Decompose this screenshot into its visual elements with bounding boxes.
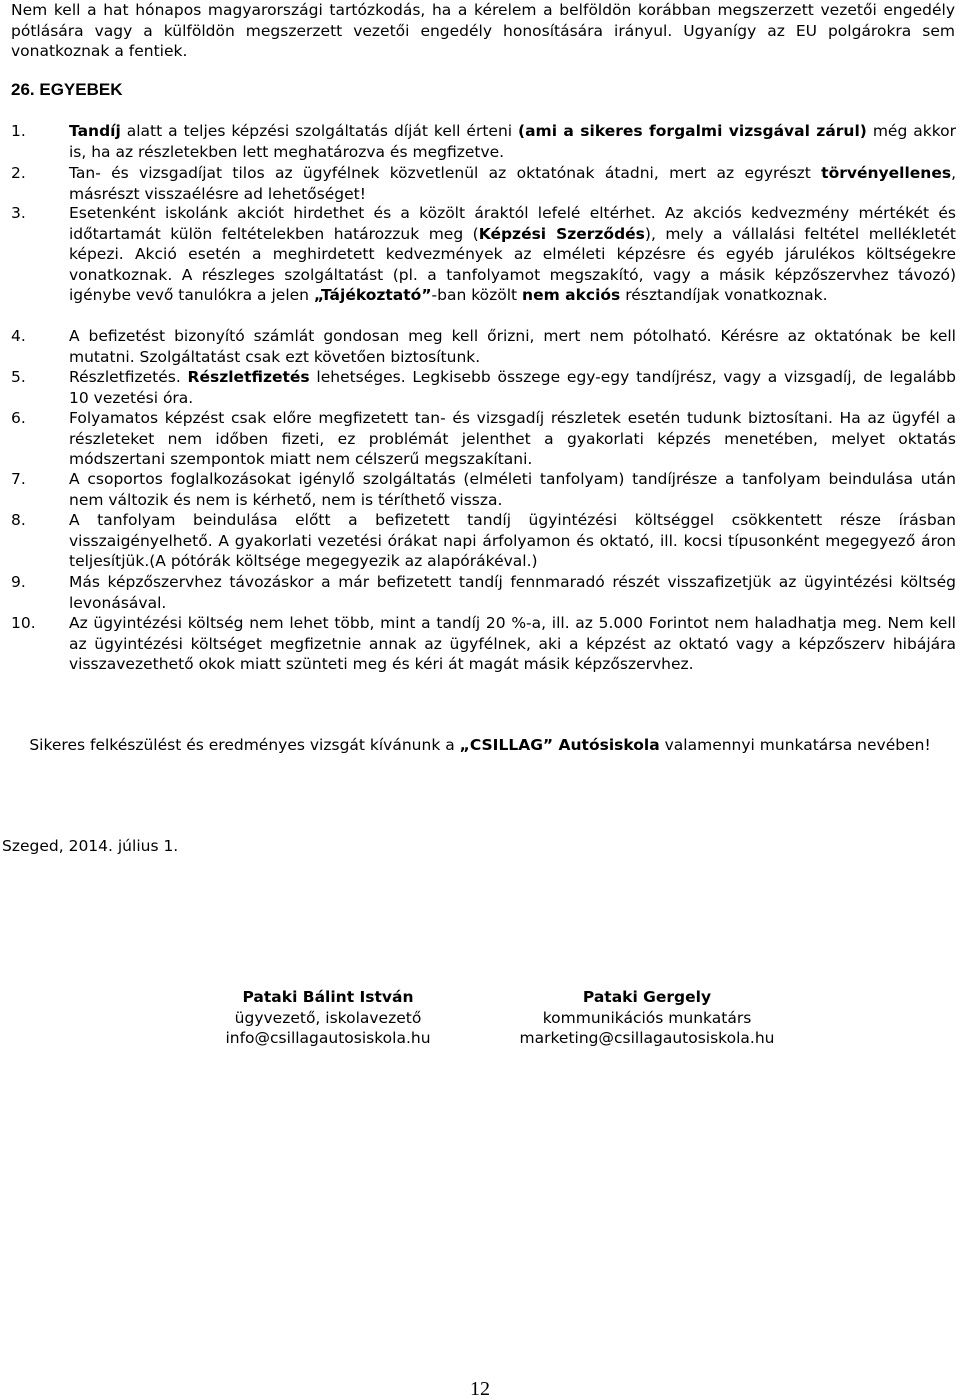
text-run: még akkor is, ha az részletekben lett meghatározva és megfizetve. [69,122,956,161]
place-and-date: Szeged, 2014. július 1. [2,837,179,855]
signatory-email: marketing@csillagautosiskola.hu [519,1029,775,1047]
text-run: lehetséges. Legkisebb összege egy-egy tandíjrész, vagy a vizsgadíj, de legalább 10 vezetési óra. [69,368,956,407]
list-item-number: 2. [11,164,26,182]
list-item-number: 9. [11,573,26,591]
list-item-number: 8. [11,511,26,529]
page-number: 12 [470,1378,490,1400]
signatory-role: ügyvezető, iskolavezető [234,1008,422,1027]
list-item-text: Más képzőszervhez távozáskor a már befizetett tandíj fennmaradó részét visszafizetjük az ügyintézési költség levonásával. [69,573,956,612]
section-heading: 26. EGYEBEK [11,80,123,99]
list-item-number: 5. [11,368,26,386]
list-item-text: A tanfolyam beindulása előtt a befizetett tandíj ügyintézési költséggel csökkentett része írásban visszaigényelhető. A gyakorlati vezetési órákat napi árfolyamon és oktató, ill. kocsi típusonként megegyező áron teljesítjük.(A pótórák költsége megegyezik az alapórákéval.) [69,511,956,570]
text-run: valamennyi munkatársa nevében! [659,736,931,754]
bold-term: (ami a sikeres forgalmi vizsgával zárul) [518,122,867,140]
list-item-number: 10. [11,614,36,632]
text-run: Részletfizetés. [69,368,188,386]
text-run: alatt a teljes képzési szolgáltatás díját kell érteni [120,122,519,140]
bold-term: Tandíj [69,122,121,140]
text-run: résztandíjak vonatkoznak. [620,286,828,304]
intro-paragraph: Nem kell a hat hónapos magyarországi tartózkodás, ha a kérelem a belföldön korábban megszerzett vezetői engedély pótlására vagy a külföldön megszerzett vezetői engedély honosítására irányul. Ugyanígy az EU polgárokra sem vonatkoznak a fentiek. [11,1,955,60]
bold-term: Képzési Szerződés [478,224,645,243]
signatory-email: info@csillagautosiskola.hu [225,1029,431,1047]
text-run: Tan- és vizsgadíjat tilos az ügyfélnek közvetlenül az oktatónak átadni, mert az egyrészt [69,164,822,182]
text-run: , másrészt visszaélésre ad lehetőséget! [69,164,956,203]
text-run: Sikeres felkészülést és eredményes vizsgát kívánunk a [29,736,460,754]
closing-wish [24,735,936,756]
list-item-number: 3. [11,204,26,222]
list-item-text: A csoportos foglalkozásokat igénylő szolgáltatás (elméleti tanfolyam) tandíjrésze a tanfolyam beindulása után nem változik és nem is kérhető, nem is téríthető vissza. [69,470,956,509]
bold-term: törvényellenes [821,164,952,182]
signature-block [500,987,794,1049]
signatory-name: Pataki Gergely [582,988,712,1006]
signature-block [200,987,456,1049]
list-item-text [69,163,956,204]
list-item-number: 1. [11,122,26,140]
text-run: Esetenként iskolánk akciót hirdethet és a közölt áraktól lefelé eltérhet. Az akciós kedvezmény mértékét és időtartamát külön feltételekben határozzuk meg ( [69,204,956,243]
list-item-number: 4. [11,327,26,345]
list-item-text: A befizetést bizonyító számlát gondosan meg kell őrizni, mert nem pótolható. Kérésre az oktatónak be kell mutatni. Szolgáltatást csak ezt követően biztosítunk. [69,327,956,366]
school-name: „CSILLAG” Autósiskola [459,736,660,754]
list-item-text: Az ügyintézési költség nem lehet több, mint a tandíj 20 %-a, ill. az 5.000 Forintot nem haladhatja meg. Nem kell az ügyintézési költséget megfizetnie annak az ügyfélnek, aki a képzést az oktató vagy a képzőszerv hibájára visszavezethető okok miatt szünteti meg és kéri át magát másik képzőszervhez. [69,614,956,673]
signatory-name: Pataki Bálint István [242,988,414,1006]
list-item-number: 7. [11,470,26,488]
bold-term: nem akciós [522,286,621,304]
list-item-text [69,203,956,306]
signatory-role: kommunikációs munkatárs [542,1008,752,1027]
list-item-number: 6. [11,409,26,427]
bold-term: Részletfizetés [187,368,310,386]
list-item-text [69,121,956,162]
text-run: ), mely a vállalási feltétel mellékletét képezi. Akció esetén a meghirdetett kedvezmények az elméleti képzésre és egyéb járulékos költségekre vonatkoznak. A részleges szolgáltatást (pl. a tanfolyamot megszakító, vagy a másik képzőszervhez távozó) igénybe vevő tanulókra a jelen [69,224,956,304]
list-item-text: Folyamatos képzést csak előre megfizetett tan- és vizsgadíj részletek esetén tudunk biztosítani. Ha az ügyfél a részleteket nem időben fizeti, ez problémát jelenthet a gyakorlati képzés menetében, melyet oktatás módszertani szempontok miatt nem célszerű megszakítani. [69,409,956,468]
text-run: -ban közölt [431,286,523,304]
list-item-text [69,367,956,408]
bold-term: „Tájékoztató” [313,286,432,304]
